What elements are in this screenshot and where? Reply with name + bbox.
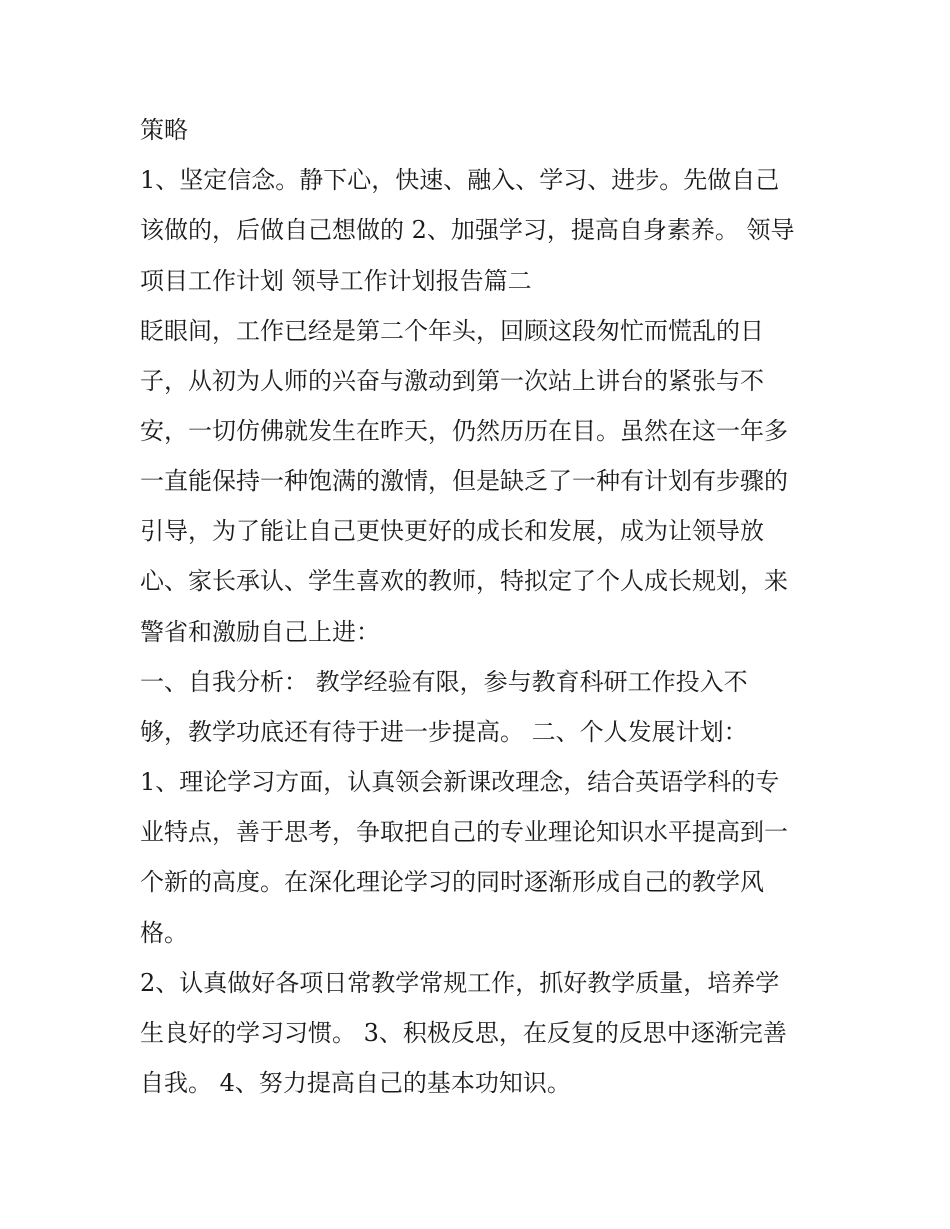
text-line: 个新的高度。在深化理论学习的同时逐渐形成自己的教学风 xyxy=(140,868,764,896)
text-line: 自我。 4、努力提高自己的基本功知识。 xyxy=(140,1069,571,1097)
text-line: 格。 xyxy=(140,919,188,947)
text-line: 策略 xyxy=(140,116,188,144)
text-line: 1、理论学习方面，认真领会新课改理念，结合英语学科的专 xyxy=(140,768,780,796)
text-line: 子，从初为人师的兴奋与激动到第一次站上讲台的紧张与不 xyxy=(140,367,764,395)
text-line: 项目工作计划 领导工作计划报告篇二 xyxy=(140,267,532,295)
text-line: 该做的，后做自己想做的 2、加强学习，提高自身素养。 领导 xyxy=(140,216,795,244)
text-line: 生良好的学习习惯。 3、积极反思，在反复的反思中逐渐完善 xyxy=(140,1019,787,1047)
text-line: 一、自我分析： 教学经验有限，参与教育科研工作投入不 xyxy=(140,668,748,696)
text-line: 够，教学功底还有待于进一步提高。 二、个人发展计划： xyxy=(140,718,748,746)
text-line: 引导，为了能让自己更快更好的成长和发展，成为让领导放 xyxy=(140,517,764,545)
text-line: 心、家长承认、学生喜欢的教师，特拟定了个人成长规划，来 xyxy=(140,567,788,595)
text-line: 业特点，善于思考，争取把自己的专业理论知识水平提高到一 xyxy=(140,818,788,846)
text-line: 一直能保持一种饱满的激情，但是缺乏了一种有计划有步骤的 xyxy=(140,467,788,495)
text-line: 眨眼间，工作已经是第二个年头，回顾这段匆忙而慌乱的日 xyxy=(140,317,764,345)
text-line: 1、坚定信念。静下心，快速、融入、学习、进步。先做自己 xyxy=(140,166,780,194)
text-line: 警省和激励自己上进： xyxy=(140,618,380,646)
text-line: 安，一切仿佛就发生在昨天，仍然历历在目。虽然在这一年多 xyxy=(140,417,788,445)
text-line: 2、认真做好各项日常教学常规工作，抓好教学质量，培养学 xyxy=(140,969,780,997)
